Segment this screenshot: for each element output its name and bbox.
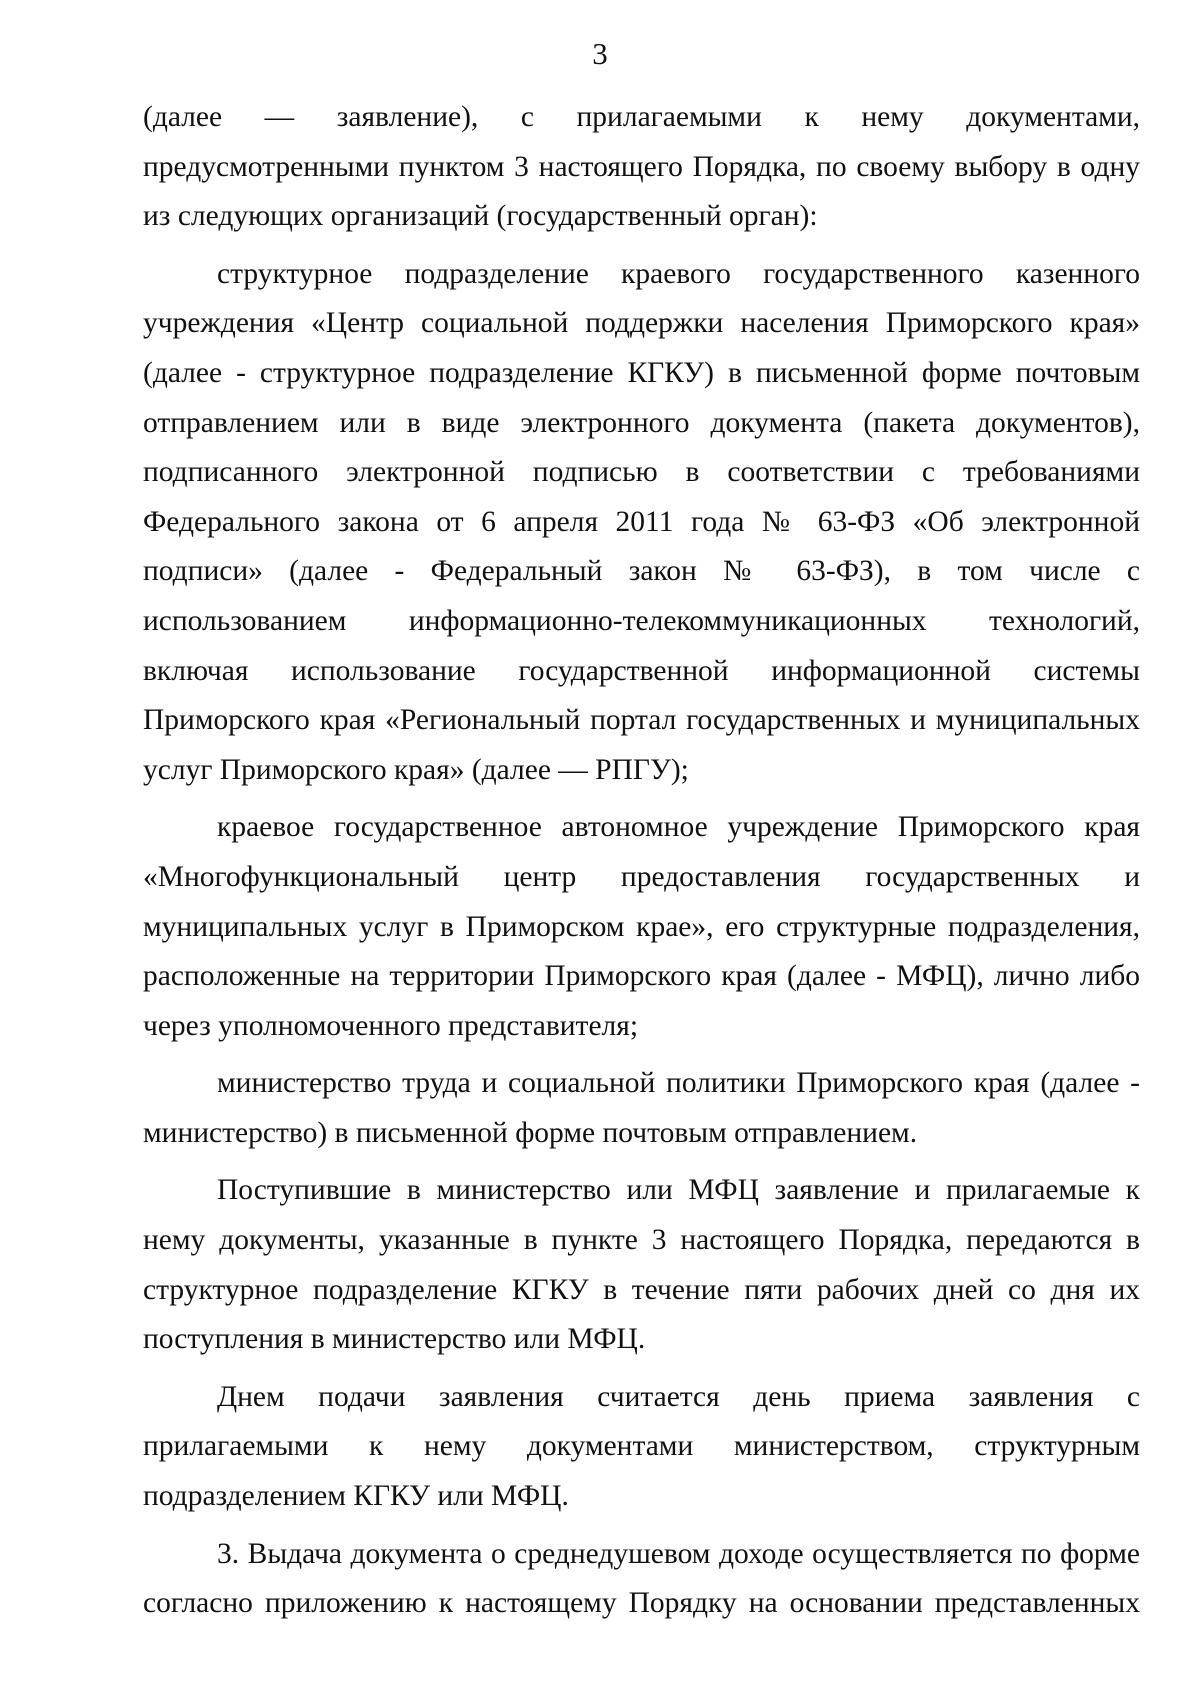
paragraph-ministry-option: министерство труда и социальной политики Приморского края (далее - министерство) в письменной форме почтовым отправлением. [143, 1067, 1140, 1149]
paragraph-transfer-terms: Поступившие в министерство или МФЦ заявление и прилагаемые к нему документы, указанные в пункте 3 настоящего Порядка, передаются в структурное подразделение КГКУ в течение пяти рабочих дней со дня их поступления в министерство или МФЦ. [143, 1174, 1140, 1356]
page-number: 3 [592, 36, 608, 71]
paragraph-mfc-option: краевое государственное автономное учреждение Приморского края «Многофункциональный центр предоставления государственных и муниципальных услуг в Приморском крае», его структурные подразделения, расположенные на территории Приморского края (далее - МФЦ), лично либо через уполномоченного представителя; [143, 811, 1140, 1042]
document-body [143, 93, 1140, 1629]
paragraph-section-3: 3. Выдача документа о среднедушевом доходе осуществляется по форме согласно приложению к настоящему Порядку на основании представленных [143, 1537, 1140, 1620]
paragraph-kgku-option: структурное подразделение краевого государственного казенного учреждения «Центр социальной поддержки населения Приморского края» (далее - структурное подразделение КГКУ) в письменной форме почтовым отправлением или в виде электронного документа (пакета документов), подписанного электронной подписью в соответствии с требованиями Федерального закона от 6 апреля 2011 года № 63-ФЗ «Об электронной подписи» (далее - Федеральный закон № 63-ФЗ), в том числе с использованием информационно-телекоммуникационных технологий, включая использование государственной информационной системы Приморского края «Региональный портал государственных и муниципальных услуг Приморского края» (далее — РПГУ); [143, 257, 1140, 786]
paragraph-submission-date: Днем подачи заявления считается день приема заявления с прилагаемыми к нему документами министерством, структурным подразделением КГКУ или МФЦ. [143, 1380, 1140, 1513]
paragraph-application-intro: (далее — заявление), с прилагаемыми к нему документами, предусмотренными пунктом 3 настоящего Порядка, по своему выбору в одну из следующих организаций (государственный орган): [143, 101, 1140, 233]
